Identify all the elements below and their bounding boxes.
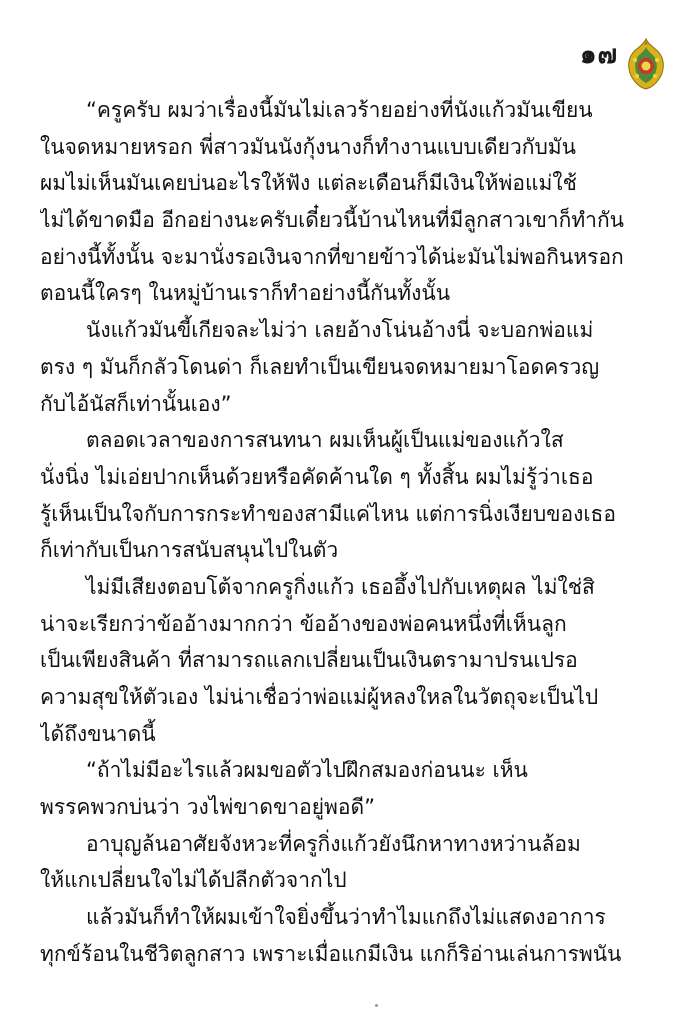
- text-line: แล้วมันก็ทำให้ผมเข้าใจยิ่งขึ้นว่าทำไมแกถึงไม่แสดงอาการ: [86, 905, 606, 930]
- text-line: ไม่ได้ขาดมือ อีกอย่างนะครับเดี๋ยวนี้บ้านไหนที่มีลูกสาวเขาก็ทำกัน: [40, 208, 625, 233]
- thai-emblem-icon: [626, 38, 666, 90]
- text-line: กับไอ้นัสก็เท่านั้นเอง”: [40, 391, 232, 416]
- text-line: นั่งนิ่ง ไม่เอ่ยปากเห็นด้วยหรือคัดค้านใด ๆ ทั้งสิ้น ผมไม่รู้ว่าเธอ: [40, 464, 594, 489]
- text-line: นังแก้วมันขี้เกียจละไม่ว่า เลยอ้างโน่นอ้างนี่ จะบอกพ่อแม่: [86, 318, 594, 343]
- text-line: ตอนนี้ใครๆ ในหมู่บ้านเราก็ทำอย่างนี้กันทั้งนั้น: [40, 281, 451, 306]
- text-line: อย่างนี้ทั้งนั้น จะมานั่งรอเงินจากที่ขายข้าวได้น่ะมันไม่พอกินหรอก: [40, 244, 624, 269]
- text-line: พรรคพวกบ่นว่า วงไพ่ขาดขาอยู่พอดี”: [40, 795, 376, 820]
- page-number: ๑๗: [579, 40, 618, 70]
- text-line: ได้ถึงขนาดนี้: [40, 721, 156, 746]
- text-line: เป็นเพียงสินค้า ที่สามารถแลกเปลี่ยนเป็นเงินตรามาปรนเปรอ: [40, 648, 578, 673]
- text-line: “ครูครับ ผมว่าเรื่องนี้มันไม่เลวร้ายอย่างที่นังแก้วมันเขียน: [86, 98, 593, 122]
- text-line: ผมไม่เห็นมันเคยบ่นอะไรให้ฟัง แต่ละเดือนก็มีเงินให้พ่อแม่ใช้: [40, 171, 577, 196]
- text-line: ให้แกเปลี่ยนใจไม่ได้ปลีกตัวจากไป: [40, 868, 347, 893]
- text-line: ในจดหมายหรอก พี่สาวมันนังกุ้งนางก็ทำงานแบบเดียวกับมัน: [40, 134, 576, 159]
- body-text: [40, 92, 640, 973]
- text-line: ก็เท่ากับเป็นการสนับสนุนไปในตัว: [40, 538, 339, 563]
- text-line: ทุกข์ร้อนในชีวิตลูกสาว เพราะเมื่อแกมีเงิน แกก็ริอ่านเล่นการพนัน: [40, 941, 622, 966]
- scan-speck: [375, 1004, 378, 1007]
- text-line: น่าจะเรียกว่าข้ออ้างมากกว่า ข้ออ้างของพ่อคนหนึ่งที่เห็นลูก: [40, 611, 567, 636]
- text-line: ตรง ๆ มันก็กลัวโดนด่า ก็เลยทำเป็นเขียนจดหมายมาโอดครวญ: [40, 354, 600, 379]
- text-line: ความสุขให้ตัวเอง ไม่น่าเชื่อว่าพ่อแม่ผู้หลงใหลในวัตถุจะเป็นไป: [40, 685, 599, 709]
- text-line: อาบุญล้นอาศัยจังหวะที่ครูกิ่งแก้วยังนึกหาทางหว่านล้อม: [86, 831, 581, 856]
- text-line: ไม่มีเสียงตอบโต้จากครูกิ่งแก้ว เธออึ้งไปกับเหตุผล ไม่ใช่สิ: [86, 574, 595, 599]
- text-line: “ถ้าไม่มีอะไรแล้วผมขอตัวไปฝึกสมองก่อนนะ เห็น: [86, 758, 528, 783]
- text-line: ตลอดเวลาของการสนทนา ผมเห็นผู้เป็นแม่ของแก้วใส: [86, 428, 564, 453]
- text-line: รู้เห็นเป็นใจกับการกระทำของสามีแค่ไหน แต่การนิ่งเงียบของเธอ: [40, 501, 616, 526]
